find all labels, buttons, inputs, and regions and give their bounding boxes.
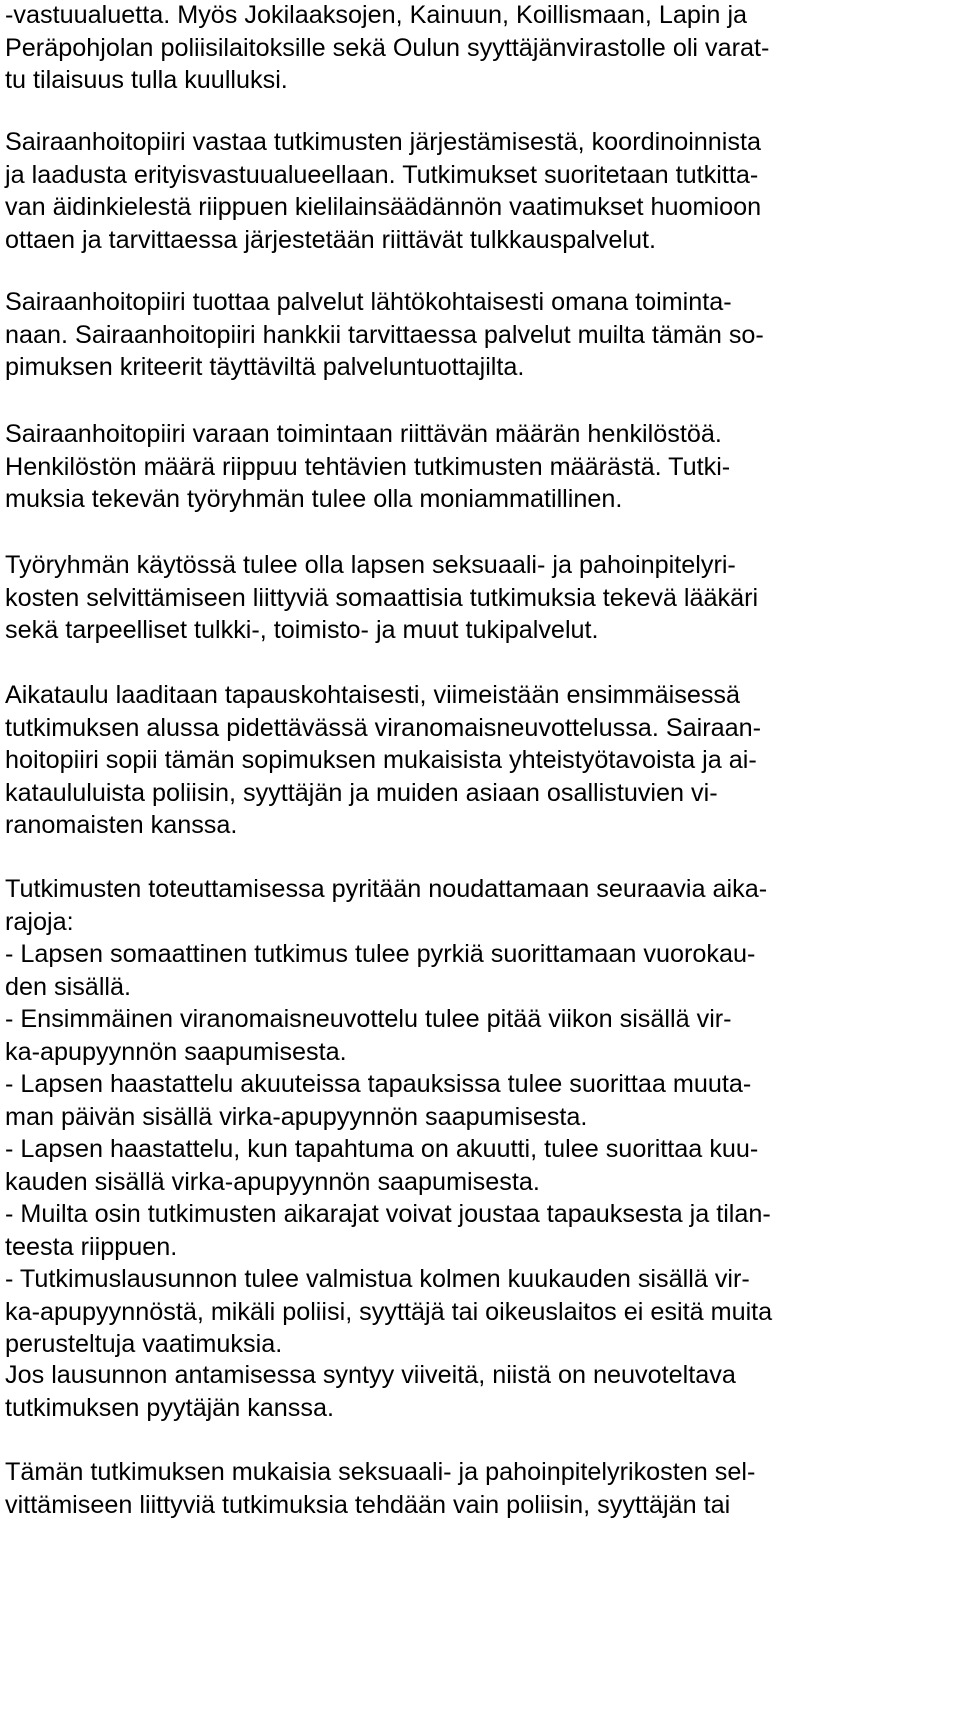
text-line: tutkimuksen alussa pidettävässä viranomaisneuvottelussa. Sairaan- [5, 713, 762, 742]
text-line: rajoja: [5, 907, 74, 936]
text-line: hoitopiiri sopii tämän sopimuksen mukaisista yhteistyötavoista ja ai- [5, 746, 757, 774]
list-item-line: kauden sisällä virka-apupyynnön saapumisesta. [5, 1167, 540, 1196]
paragraph-service-production [5, 286, 955, 384]
list-item-line: - Lapsen haastattelu, kun tapahtuma on akuutti, tulee suorittaa kuu- [5, 1135, 759, 1163]
list-item-line: teesta riippuen. [5, 1232, 178, 1261]
text-line: tu tilaisuus tulla kuulluksi. [5, 66, 288, 94]
text-line: van äidinkielestä riippuen kielilainsäädännön vaatimukset huomioon [5, 193, 762, 221]
text-line: Peräpohjolan poliisilaitoksille sekä Oulun syyttäjänvirastolle oli varat- [5, 33, 770, 62]
list-item-line: perusteltuja vaatimuksia. [5, 1330, 283, 1358]
paragraph-schedule [5, 679, 955, 842]
text-line: naan. Sairaanhoitopiiri hankkii tarvittaessa palvelut muilta tämän so- [5, 320, 764, 349]
list-item-line: - Ensimmäinen viranomaisneuvottelu tulee pitää viikon sisällä vir- [5, 1005, 732, 1033]
text-line: sekä tarpeelliset tulkki-, toimisto- ja muut tukipalvelut. [5, 616, 599, 644]
list-item-line: - Tutkimuslausunnon tulee valmistua kolmen kuukauden sisällä vir- [5, 1265, 750, 1293]
text-line: vittämiseen liittyviä tutkimuksia tehdään vain poliisin, syyttäjän tai [5, 1490, 731, 1519]
text-line: Tutkimusten toteuttamisessa pyritään noudattamaan seuraavia aika- [5, 875, 768, 903]
paragraph-scope [5, 1456, 955, 1521]
paragraph-work-group [5, 549, 955, 647]
paragraph-time-limits [5, 873, 955, 1361]
text-line: kataululuista poliisin, syyttäjän ja muiden asiaan osallistuvien vi- [5, 778, 718, 807]
text-line: kosten selvittämiseen liittyviä somaattisia tutkimuksia tekevä lääkäri [5, 583, 759, 612]
text-line: Sairaanhoitopiiri vastaa tutkimusten järjestämisestä, koordinoinnista [5, 128, 762, 156]
text-line: Työryhmän käytössä tulee olla lapsen seksuaali- ja pahoinpitelyri- [5, 551, 736, 579]
list-item-line: den sisällä. [5, 972, 132, 1001]
text-line: muksia tekevän työryhmän tulee olla moniammatillinen. [5, 485, 623, 513]
text-line: pimuksen kriteerit täyttäviltä palveluntuottajilta. [5, 353, 525, 381]
text-line: Henkilöstön määrä riippuu tehtävien tutkimusten määrästä. Tutki- [5, 452, 731, 481]
text-line: Sairaanhoitopiiri tuottaa palvelut lähtökohtaisesti omana toiminta- [5, 288, 732, 316]
paragraph-responsibility [5, 126, 955, 256]
paragraph-delays [5, 1359, 955, 1424]
text-line: tutkimuksen pyytäjän kanssa. [5, 1393, 334, 1422]
list-item-line: - Muilta osin tutkimusten aikarajat voivat joustaa tapauksesta ja tilan- [5, 1200, 771, 1228]
text-line: Jos lausunnon antamisessa syntyy viiveitä, niistä on neuvoteltava [5, 1361, 736, 1389]
text-line: Tämän tutkimuksen mukaisia seksuaali- ja pahoinpitelyrikosten sel- [5, 1458, 756, 1486]
paragraph-intro-continuation [5, 0, 955, 97]
text-line: ja laadusta erityisvastuualueellaan. Tutkimukset suoritetaan tutkitta- [5, 160, 759, 189]
paragraph-staffing [5, 418, 955, 516]
list-item-line: ka-apupyynnön saapumisesta. [5, 1037, 347, 1066]
text-line: Aikataulu laaditaan tapauskohtaisesti, viimeistään ensimmäisessä [5, 681, 741, 709]
list-item-line: man päivän sisällä virka-apupyynnön saapumisesta. [5, 1102, 588, 1131]
list-item-line: - Lapsen haastattelu akuuteissa tapauksissa tulee suorittaa muuta- [5, 1070, 752, 1098]
text-line: -vastuualuetta. Myös Jokilaaksojen, Kainuun, Koillismaan, Lapin ja [5, 1, 748, 29]
text-line: ottaen ja tarvittaessa järjestetään riittävät tulkkauspalvelut. [5, 225, 657, 254]
list-item-line: ka-apupyynnöstä, mikäli poliisi, syyttäjä tai oikeuslaitos ei esitä muita [5, 1297, 773, 1326]
text-line: ranomaisten kanssa. [5, 811, 238, 839]
text-line: Sairaanhoitopiiri varaan toimintaan riittävän määrän henkilöstöä. [5, 420, 722, 448]
list-item-line: - Lapsen somaattinen tutkimus tulee pyrkiä suorittamaan vuorokau- [5, 940, 756, 968]
